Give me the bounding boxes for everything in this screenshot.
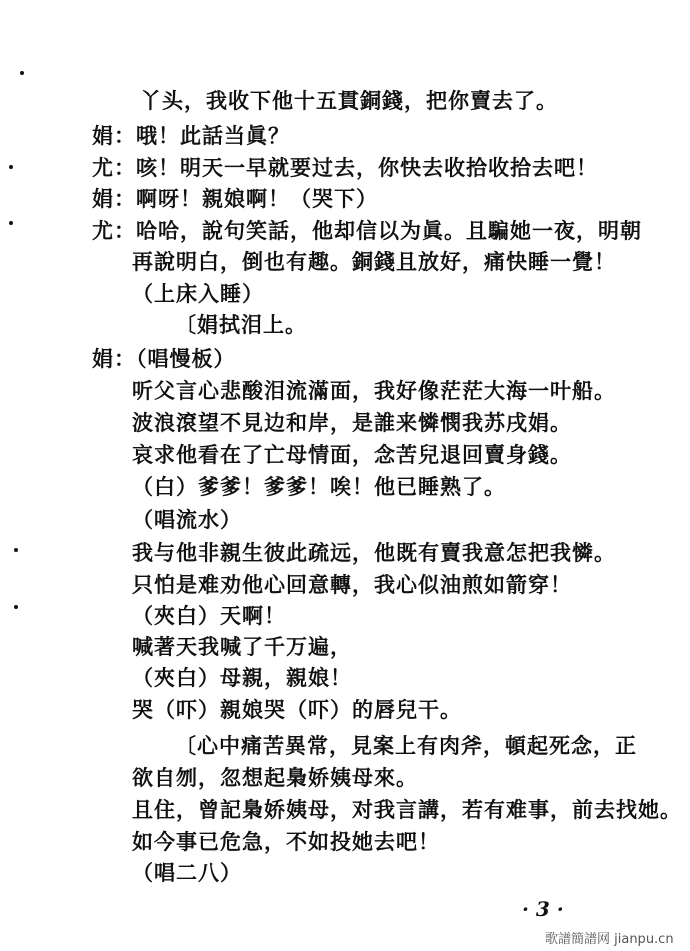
text-line: 尤：咳！明天一早就要过去，你快去收拾收拾去吧！	[92, 155, 598, 180]
text-line: （白）爹爹！爹爹！唉！他已睡熟了。	[132, 474, 506, 499]
text-line: 只怕是难劝他心回意轉，我心似油煎如箭穿！	[132, 572, 572, 597]
text-line: 娟：（唱慢板）	[92, 346, 236, 371]
text-line: 哭（吓）親娘哭（吓）的唇兒干。	[132, 697, 462, 722]
text-line: （上床入睡）	[132, 281, 264, 306]
text-line: （唱流水）	[132, 507, 242, 532]
page-number: · 3 ·	[522, 897, 564, 921]
margin-dot	[9, 221, 13, 225]
text-line: 欲自刎，忽想起梟娇姨母來。	[132, 765, 418, 790]
text-line: 尤：哈哈，說句笑話，他却信以为眞。且騙她一夜，明朝	[92, 218, 642, 243]
margin-dot	[9, 165, 13, 169]
text-line: 我与他非親生彼此疏远，他既有賣我意怎把我憐。	[132, 540, 616, 565]
text-line: 娟：啊呀！親娘啊！（哭下）	[92, 186, 378, 211]
text-line: 再說明白，倒也有趣。銅錢且放好，痛快睡一覺！	[132, 249, 616, 274]
text-line: 〔娟拭泪上。	[175, 312, 307, 337]
text-line: 且住，曾記梟娇姨母，对我言講，若有难事，前去找她。	[132, 797, 682, 822]
text-line: 喊著天我喊了千万遍，	[132, 634, 352, 659]
margin-dot	[20, 71, 24, 75]
text-line: （夾白）天啊！	[132, 603, 286, 628]
text-line: （唱二八）	[132, 860, 242, 885]
text-line: （夾白）母親，親娘！	[132, 665, 352, 690]
text-line: 波浪滾望不見边和岸，是誰来憐憫我苏戌娟。	[132, 410, 572, 435]
text-line: 娟：哦！此話当眞？	[92, 123, 290, 148]
text-line: 听父言心悲酸泪流滿面，我好像茫茫大海一叶船。	[132, 378, 616, 403]
watermark: 歌譜簡譜网 jianpu.cn	[545, 932, 674, 947]
text-line: 〔心中痛苦異常，見案上有肉斧，頓起死念，正	[175, 733, 637, 758]
text-line: 丫头，我收下他十五貫銅錢，把你賣去了。	[140, 88, 558, 113]
text-line: 哀求他看在了亡母情面，念苦兒退回賣身錢。	[132, 442, 572, 467]
margin-dot	[14, 548, 18, 552]
text-line: 如今事已危急，不如投她去吧！	[132, 829, 440, 854]
margin-dot	[14, 605, 18, 609]
